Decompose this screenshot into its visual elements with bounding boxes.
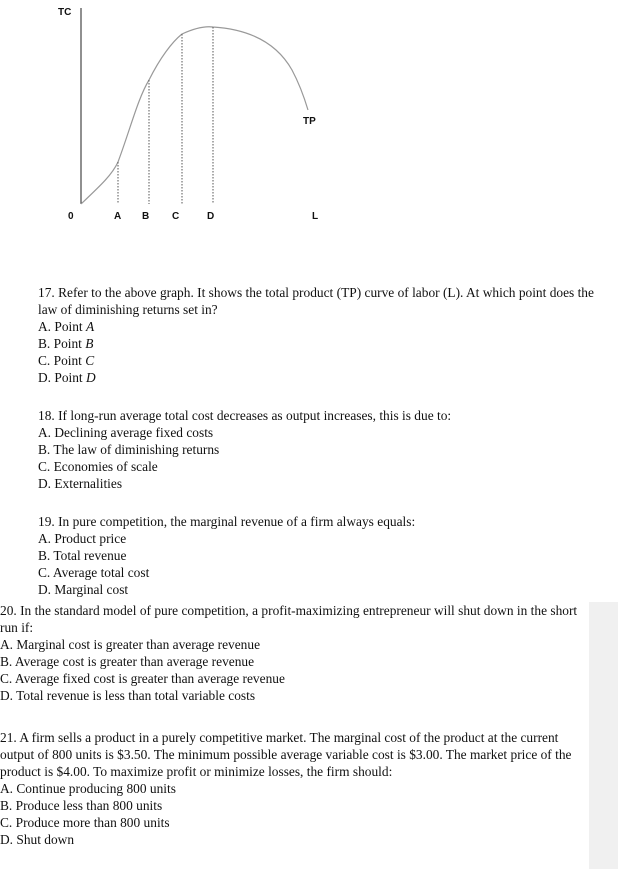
question-21-option-d: D. Shut down bbox=[0, 832, 75, 847]
origin-label: 0 bbox=[68, 211, 74, 222]
option-prefix: A. Point bbox=[38, 319, 86, 334]
option-point-letter: D bbox=[86, 370, 96, 385]
question-17-option-b bbox=[38, 335, 616, 352]
question-17-option-c bbox=[38, 352, 616, 369]
total-product-graph bbox=[0, 0, 340, 230]
question-18-option-a: A. Declining average fixed costs bbox=[38, 425, 214, 440]
question-20-stem: 20. In the standard model of pure competition, a profit-maximizing entrepreneur will shut down in the short run if: bbox=[0, 603, 578, 635]
question-18 bbox=[38, 407, 616, 492]
x-axis-label: L bbox=[312, 211, 319, 222]
question-18-option-b: B. The law of diminishing returns bbox=[38, 442, 220, 457]
question-19-stem: 19. In pure competition, the marginal revenue of a firm always equals: bbox=[38, 514, 416, 529]
y-axis-label: TC bbox=[58, 7, 72, 18]
question-20-option-c: C. Average fixed cost is greater than average revenue bbox=[0, 671, 285, 686]
option-prefix: D. Point bbox=[38, 370, 86, 385]
question-18-stem: 18. If long-run average total cost decreases as output increases, this is due to: bbox=[38, 408, 452, 423]
question-19-option-a: A. Product price bbox=[38, 531, 127, 546]
option-point-letter: C bbox=[85, 353, 95, 368]
question-17-stem: 17. Refer to the above graph. It shows the total product (TP) curve of labor (L). At which point does the law of diminishing returns set in? bbox=[38, 285, 594, 317]
grey-side-panel bbox=[589, 602, 618, 869]
question-19-option-d: D. Marginal cost bbox=[38, 582, 129, 597]
question-20-option-a: A. Marginal cost is greater than average revenue bbox=[0, 637, 261, 652]
question-21-option-b: B. Produce less than 800 units bbox=[0, 798, 163, 813]
question-21-stem: 21. A firm sells a product in a purely competitive market. The marginal cost of the product at the current output of 800 units is $3.50. The minimum possible average variable cost is $3.00. The market price of the product is $4.00. To maximize profit or minimize losses, the firm should: bbox=[0, 730, 572, 779]
option-point-letter: A bbox=[86, 319, 95, 334]
question-19-option-b: B. Total revenue bbox=[38, 548, 127, 563]
x-label-b: B bbox=[142, 211, 150, 222]
question-20 bbox=[0, 602, 590, 704]
option-point-letter: B bbox=[85, 336, 94, 351]
x-label-d: D bbox=[207, 211, 215, 222]
question-20-option-d: D. Total revenue is less than total variable costs bbox=[0, 688, 256, 703]
curve-label-tp: TP bbox=[303, 116, 316, 127]
tp-curve bbox=[81, 27, 308, 204]
question-21-option-a: A. Continue producing 800 units bbox=[0, 781, 176, 796]
question-18-option-c: C. Economies of scale bbox=[38, 459, 158, 474]
x-label-a: A bbox=[114, 211, 122, 222]
question-21-option-c: C. Produce more than 800 units bbox=[0, 815, 170, 830]
question-19 bbox=[38, 513, 616, 598]
question-17 bbox=[38, 284, 616, 386]
x-label-c: C bbox=[172, 211, 180, 222]
question-20-option-b: B. Average cost is greater than average revenue bbox=[0, 654, 255, 669]
question-17-option-d bbox=[38, 369, 616, 386]
question-19-option-c: C. Average total cost bbox=[38, 565, 150, 580]
question-18-option-d: D. Externalities bbox=[38, 476, 123, 491]
option-prefix: B. Point bbox=[38, 336, 86, 351]
option-prefix: C. Point bbox=[38, 353, 86, 368]
question-17-option-a bbox=[38, 318, 616, 335]
question-21 bbox=[0, 729, 590, 848]
